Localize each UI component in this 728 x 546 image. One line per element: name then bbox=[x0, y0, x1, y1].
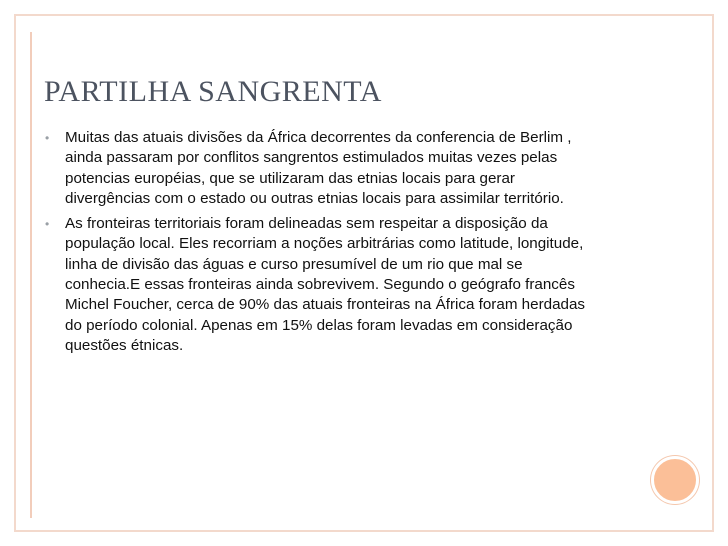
slide-body bbox=[44, 128, 634, 361]
bullet-item-2-line-3: linha de divisão das águas e curso presumível de um rio que mal se bbox=[65, 255, 523, 273]
bullet-item-1-line-1: Muitas das atuais divisões da África decorrentes da conferencia de Berlim , bbox=[65, 129, 572, 146]
bullet-item-2-line-5: Michel Foucher, cerca de 90% das atuais fronteiras na África foram herdadas bbox=[65, 296, 586, 314]
bullet-item-1-line-2: ainda passaram por conflitos sangrentos estimulados muitas vezes pelas bbox=[65, 149, 558, 167]
bullet-item-2 bbox=[44, 214, 634, 356]
bullet-item-2-line-7: questões étnicas. bbox=[65, 336, 184, 354]
bullet-item-2-line-2: população local. Eles recorriam a noções arbitrárias como latitude, longitude, bbox=[65, 235, 584, 253]
bullet-dot-icon: • bbox=[45, 217, 50, 232]
bullet-dot-icon: • bbox=[45, 131, 50, 145]
decorative-circle-icon bbox=[651, 456, 699, 504]
slide-title: PARTILHA SANGRENTA bbox=[44, 75, 382, 108]
bullet-item-2-line-4: conhecia.E essas fronteiras ainda sobrevivem. Segundo o geógrafo francês bbox=[65, 276, 575, 294]
bullet-item-2-line-1: As fronteiras territoriais foram delineadas sem respeitar a disposição da bbox=[65, 215, 548, 233]
bullet-item-2-line-6: do período colonial. Apenas em 15% delas foram levadas em consideração bbox=[65, 316, 573, 334]
bullet-item-1-line-3: potencias européias, que se utilizaram das etnias locais para gerar bbox=[65, 169, 515, 187]
bullet-item-1 bbox=[44, 128, 634, 209]
left-accent-rule bbox=[30, 32, 32, 518]
bullet-item-1-line-4: divergências com o estado ou outras etnias locais para assimilar território. bbox=[65, 189, 564, 207]
